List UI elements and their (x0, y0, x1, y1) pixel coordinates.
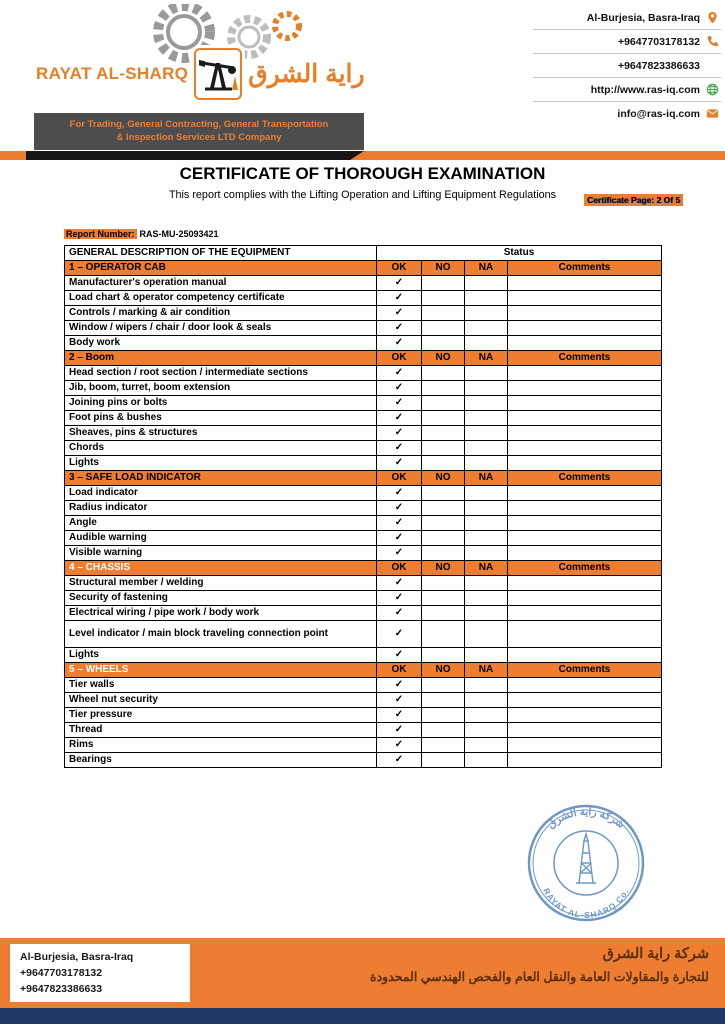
item-label: Level indicator / main block traveling connection point (65, 621, 377, 648)
comment-cell (508, 396, 662, 411)
table-header-row (65, 246, 662, 261)
ok-cell: ✓ (377, 738, 422, 753)
ok-cell: ✓ (377, 753, 422, 768)
ok-cell: ✓ (377, 291, 422, 306)
comment-cell (508, 606, 662, 621)
comment-cell (508, 456, 662, 471)
item-label: Bearings (65, 753, 377, 768)
report-number-value: RAS-MU-25093421 (139, 229, 219, 239)
ok-cell: ✓ (377, 306, 422, 321)
no-cell (422, 441, 465, 456)
company-tagline (34, 113, 364, 150)
column-header-no: NO (422, 471, 465, 486)
no-cell (422, 693, 465, 708)
comment-cell (508, 546, 662, 561)
no-cell (422, 426, 465, 441)
column-header-comments: Comments (508, 663, 662, 678)
item-row (65, 606, 662, 621)
item-row (65, 501, 662, 516)
contact-website: http://www.ras-iq.com (590, 83, 700, 96)
item-row (65, 693, 662, 708)
item-label: Lights (65, 648, 377, 663)
comment-cell (508, 708, 662, 723)
column-header-na: NA (465, 663, 508, 678)
comment-cell (508, 531, 662, 546)
contact-email: info@ras-iq.com (617, 107, 700, 120)
no-cell (422, 723, 465, 738)
certificate-page-value: 2 Of 5 (656, 195, 681, 205)
item-label: Load indicator (65, 486, 377, 501)
ok-cell: ✓ (377, 723, 422, 738)
ok-cell: ✓ (377, 576, 422, 591)
no-cell (422, 591, 465, 606)
comment-cell (508, 291, 662, 306)
item-row (65, 396, 662, 411)
footer-phone1: +9647703178132 (20, 967, 103, 979)
tagline-line1: For Trading, General Contracting, General Transportation (69, 119, 329, 130)
item-label: Manufacturer's operation manual (65, 276, 377, 291)
na-cell (465, 678, 508, 693)
na-cell (465, 738, 508, 753)
no-cell (422, 411, 465, 426)
contact-address-row (533, 6, 721, 30)
na-cell (465, 426, 508, 441)
na-cell (465, 531, 508, 546)
section-row (65, 663, 662, 678)
ok-cell: ✓ (377, 693, 422, 708)
column-header-comments: Comments (508, 561, 662, 576)
na-cell (465, 456, 508, 471)
item-row (65, 516, 662, 531)
phone-icon (706, 35, 719, 48)
ok-cell: ✓ (377, 648, 422, 663)
divider-stripe-dark (26, 151, 364, 160)
na-cell (465, 486, 508, 501)
no-cell (422, 336, 465, 351)
ok-cell: ✓ (377, 591, 422, 606)
contact-phone1-row (533, 30, 721, 54)
column-header-comments: Comments (508, 351, 662, 366)
item-row (65, 531, 662, 546)
column-header-ok: OK (377, 471, 422, 486)
ok-cell: ✓ (377, 678, 422, 693)
section-row (65, 471, 662, 486)
comment-cell (508, 381, 662, 396)
equipment-table (64, 245, 662, 768)
item-label: Security of fastening (65, 591, 377, 606)
comment-cell (508, 516, 662, 531)
column-header-ok: OK (377, 261, 422, 276)
column-header-na: NA (465, 561, 508, 576)
no-cell (422, 531, 465, 546)
na-cell (465, 321, 508, 336)
no-cell (422, 621, 465, 648)
report-number-label: Report Number: (66, 229, 135, 239)
item-label: Joining pins or bolts (65, 396, 377, 411)
no-cell (422, 648, 465, 663)
item-label: Rims (65, 738, 377, 753)
na-cell (465, 306, 508, 321)
tagline-line2: & Inspection Services LTD Company (116, 132, 282, 144)
item-row (65, 306, 662, 321)
certificate-title: CERTIFICATE OF THOROUGH EXAMINATION (179, 164, 546, 183)
contact-phone2: +9647823386633 (617, 59, 700, 72)
column-header-no: NO (422, 663, 465, 678)
comment-cell (508, 576, 662, 591)
item-row (65, 426, 662, 441)
footer-arabic-line2: للتجارة والمقاولات العامة والنقل العام والفحص الهندسي المحدودة (370, 970, 709, 984)
column-header-no: NO (422, 561, 465, 576)
item-label: Structural member / welding (65, 576, 377, 591)
ok-cell: ✓ (377, 381, 422, 396)
item-row (65, 291, 662, 306)
comment-cell (508, 738, 662, 753)
ok-cell: ✓ (377, 276, 422, 291)
no-cell (422, 366, 465, 381)
na-cell (465, 648, 508, 663)
section-row (65, 561, 662, 576)
stamp-derrick-icon (576, 834, 596, 883)
item-label: Chords (65, 441, 377, 456)
no-cell (422, 501, 465, 516)
item-label: Head section / root section / intermediate sections (65, 366, 377, 381)
contact-info (533, 6, 721, 125)
table-header-status: Status (377, 246, 662, 261)
comment-cell (508, 486, 662, 501)
item-label: Tier walls (65, 678, 377, 693)
column-header-no: NO (422, 261, 465, 276)
na-cell (465, 576, 508, 591)
comment-cell (508, 366, 662, 381)
item-row (65, 738, 662, 753)
na-cell (465, 381, 508, 396)
pumpjack-icon (196, 53, 240, 95)
item-label: Radius indicator (65, 501, 377, 516)
na-cell (465, 396, 508, 411)
na-cell (465, 546, 508, 561)
section-title: 2 – Boom (65, 351, 377, 366)
comment-cell (508, 678, 662, 693)
item-label: Visible warning (65, 546, 377, 561)
footer-company-arabic (370, 946, 709, 984)
section-row (65, 261, 662, 276)
item-row (65, 723, 662, 738)
item-label: Controls / marking & air condition (65, 306, 377, 321)
item-row (65, 321, 662, 336)
na-cell (465, 336, 508, 351)
item-label: Window / wipers / chair / door look & seals (65, 321, 377, 336)
ok-cell: ✓ (377, 321, 422, 336)
ok-cell: ✓ (377, 516, 422, 531)
item-row (65, 276, 662, 291)
item-row (65, 381, 662, 396)
item-row (65, 753, 662, 768)
no-cell (422, 306, 465, 321)
ok-cell: ✓ (377, 366, 422, 381)
ok-cell: ✓ (377, 336, 422, 351)
footer-phone2: +9647823386633 (20, 983, 103, 995)
item-row (65, 486, 662, 501)
equipment-table-body (65, 246, 662, 768)
item-row (65, 591, 662, 606)
column-header-ok: OK (377, 663, 422, 678)
comment-cell (508, 306, 662, 321)
svg-text:RAYAT AL-SHARQ Co. (541, 886, 631, 920)
item-label: Angle (65, 516, 377, 531)
item-label: Jib, boom, turret, boom extension (65, 381, 377, 396)
ok-cell: ✓ (377, 486, 422, 501)
item-row (65, 441, 662, 456)
contact-website-row (533, 78, 721, 102)
ok-cell: ✓ (377, 411, 422, 426)
comment-cell (508, 276, 662, 291)
no-cell (422, 516, 465, 531)
stamp-bottom-text: RAYAT AL-SHARQ Co. (541, 886, 631, 921)
contact-address: Al-Burjesia, Basra-Iraq (586, 11, 700, 24)
ok-cell: ✓ (377, 501, 422, 516)
company-logo (36, 8, 365, 112)
ok-cell: ✓ (377, 426, 422, 441)
location-pin-icon (706, 11, 719, 24)
item-label: Tier pressure (65, 708, 377, 723)
logo-row (36, 48, 365, 100)
na-cell (465, 723, 508, 738)
ok-cell: ✓ (377, 531, 422, 546)
ok-cell: ✓ (377, 606, 422, 621)
item-row (65, 678, 662, 693)
envelope-icon (706, 107, 719, 120)
comment-cell (508, 693, 662, 708)
item-label: Wheel nut security (65, 693, 377, 708)
ok-cell: ✓ (377, 708, 422, 723)
item-label: Foot pins & bushes (65, 411, 377, 426)
na-cell (465, 441, 508, 456)
comment-cell (508, 411, 662, 426)
no-cell (422, 486, 465, 501)
no-cell (422, 321, 465, 336)
contact-phone1: +9647703178132 (617, 35, 700, 48)
item-label: Sheaves, pins & structures (65, 426, 377, 441)
na-cell (465, 516, 508, 531)
item-row (65, 621, 662, 648)
section-title: 1 – OPERATOR CAB (65, 261, 377, 276)
item-label: Audible warning (65, 531, 377, 546)
no-cell (422, 576, 465, 591)
no-cell (422, 753, 465, 768)
section-title: 3 – SAFE LOAD INDICATOR (65, 471, 377, 486)
comment-cell (508, 753, 662, 768)
item-row (65, 576, 662, 591)
footer-contact-box (10, 944, 190, 1002)
column-header-ok: OK (377, 561, 422, 576)
na-cell (465, 276, 508, 291)
column-header-ok: OK (377, 351, 422, 366)
item-row (65, 648, 662, 663)
comment-cell (508, 621, 662, 648)
footer-arabic-line1: شركة راية الشرق (602, 946, 709, 962)
company-name-arabic: راية الشرق (248, 60, 365, 88)
stamp-top-text: شركة راية الشرق (545, 805, 627, 831)
comment-cell (508, 648, 662, 663)
no-cell (422, 276, 465, 291)
comment-cell (508, 501, 662, 516)
certificate-subtitle: This report complies with the Lifting Operation and Lifting Equipment Regulations (168, 189, 557, 201)
ok-cell: ✓ (377, 621, 422, 648)
no-cell (422, 291, 465, 306)
svg-text:شركة راية الشرق (545, 806, 627, 831)
ok-cell: ✓ (377, 546, 422, 561)
na-cell (465, 693, 508, 708)
item-row (65, 336, 662, 351)
company-name-english: RAYAT AL-SHARQ (36, 64, 189, 83)
comment-cell (508, 336, 662, 351)
comment-cell (508, 321, 662, 336)
column-header-na: NA (465, 471, 508, 486)
na-cell (465, 591, 508, 606)
column-header-na: NA (465, 351, 508, 366)
item-row (65, 708, 662, 723)
na-cell (465, 501, 508, 516)
na-cell (465, 753, 508, 768)
column-header-comments: Comments (508, 471, 662, 486)
table-header-description: GENERAL DESCRIPTION OF THE EQUIPMENT (65, 246, 377, 261)
report-number (64, 229, 219, 239)
contact-phone2-row (533, 54, 721, 78)
ok-cell: ✓ (377, 396, 422, 411)
no-cell (422, 678, 465, 693)
no-cell (422, 381, 465, 396)
no-cell (422, 606, 465, 621)
item-row (65, 456, 662, 471)
column-header-comments: Comments (508, 261, 662, 276)
na-cell (465, 366, 508, 381)
pumpjack-emblem (194, 48, 242, 100)
no-cell (422, 738, 465, 753)
comment-cell (508, 426, 662, 441)
certificate-page-badge (584, 194, 683, 206)
no-cell (422, 708, 465, 723)
item-label: Body work (65, 336, 377, 351)
no-cell (422, 396, 465, 411)
footer-address: Al-Burjesia, Basra-Iraq (20, 951, 134, 963)
na-cell (465, 411, 508, 426)
no-cell (422, 546, 465, 561)
na-cell (465, 606, 508, 621)
ok-cell: ✓ (377, 441, 422, 456)
item-row (65, 366, 662, 381)
bottom-navy-bar (0, 1008, 725, 1024)
item-row (65, 411, 662, 426)
item-label: Electrical wiring / pipe work / body work (65, 606, 377, 621)
company-stamp (508, 797, 664, 927)
section-title: 4 – CHASSIS (65, 561, 377, 576)
certificate-page-label: Certificate Page: (587, 195, 655, 205)
item-label: Load chart & operator competency certificate (65, 291, 377, 306)
item-label: Lights (65, 456, 377, 471)
na-cell (465, 621, 508, 648)
column-header-na: NA (465, 261, 508, 276)
ok-cell: ✓ (377, 456, 422, 471)
section-row (65, 351, 662, 366)
globe-icon (706, 83, 719, 96)
section-title: 5 – WHEELS (65, 663, 377, 678)
comment-cell (508, 591, 662, 606)
comment-cell (508, 723, 662, 738)
column-header-no: NO (422, 351, 465, 366)
comment-cell (508, 441, 662, 456)
item-row (65, 546, 662, 561)
item-label: Thread (65, 723, 377, 738)
na-cell (465, 708, 508, 723)
na-cell (465, 291, 508, 306)
no-cell (422, 456, 465, 471)
contact-email-row (533, 102, 721, 125)
